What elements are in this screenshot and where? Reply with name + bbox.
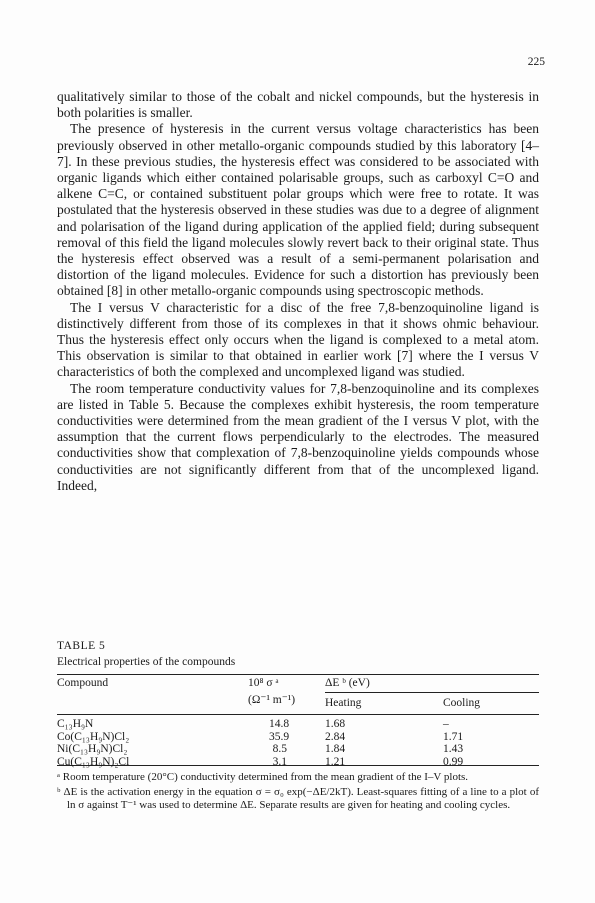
table-caption: Electrical properties of the compounds [57,656,236,668]
cell-heating: 1.84 [325,743,346,755]
header-sigma-units: (Ω⁻¹ m⁻¹) [248,694,296,706]
cell-sigma: 35.9 [269,730,290,743]
cell-cooling: 1.71 [443,730,464,743]
table-row [57,756,539,769]
body-text [57,89,539,494]
cell-heating: 1.21 [325,755,346,768]
table-header-rule [57,714,539,715]
header-heating: Heating [325,697,362,709]
paragraph: The presence of hysteresis in the current versus voltage characteristics has been previously observed in other metallo-organic compounds studied by this laboratory [4–7]. In these previous studies, the hysteresis effect was considered to be associated with organic ligands which either contained polarisable groups, such as carboxyl C=O and alkene C=C, or contained substituent polar groups which were free to rotate. It was postulated that the hysteresis observed in these studies was due to a degree of alignment and polarisation of the ligand during application of the applied field; during subsequent removal of this field the ligand molecules slowly revert back to their original state. Thus the hysteresis effect observed was a result of a semi-permanent polarisation and distortion of the ligand molecules. Evidence for such a distortion has previously been obtained [8] in other metallo-organic compounds using spectroscopic methods. [57,121,539,299]
footnote-a: ᵃ Room temperature (20°C) conductivity determined from the mean gradient of the I–V plots. [57,771,469,783]
table-label: TABLE 5 [57,640,106,652]
table-footnotes [57,771,539,814]
table-row [57,731,539,744]
cell-compound: Ni(C₁₃H₉N)Cl₂ [57,743,128,755]
table-row [57,743,539,756]
cell-compound: Cu(C₁₃H₉N)₂Cl [57,755,130,768]
cell-sigma: 14.8 [269,718,290,730]
table-subheader-rule [325,692,539,693]
cell-sigma: 8.5 [272,743,287,755]
header-cooling: Cooling [443,697,481,709]
header-sigma: 10⁸ σ ᵃ [248,677,279,689]
paragraph: qualitatively similar to those of the cobalt and nickel compounds, but the hysteresis in both polarities is smaller. [57,89,539,121]
cell-heating: 1.68 [325,718,346,730]
table-top-rule [57,674,539,675]
cell-compound: C₁₃H₉N [57,718,94,730]
cell-cooling: 0.99 [443,755,464,768]
cell-compound: Co(C₁₃H₉N)Cl₂ [57,730,130,743]
header-compound: Compound [57,677,109,689]
header-delta-e: ΔE ᵇ (eV) [325,677,370,689]
page-number: 225 [527,56,545,68]
cell-heating: 2.84 [325,730,346,743]
paragraph: The room temperature conductivity values for 7,8-benzoquinoline and its complexes are listed in Table 5. Because the complexes exhibit hysteresis, the room temperature conductivities were determined from the mean gradient of the I versus V plot, with the assumption that the current flows perpendicularly to the electrodes. The measured conductivities show that complexation of 7,8-benzoquinoline yields compounds whose conductivities are not significantly different from that of the uncomplexed ligand. Indeed, [57,380,539,493]
table-row [57,718,539,731]
paragraph: The I versus V characteristic for a disc of the free 7,8-benzoquinoline ligand is distinctively different from those of its complexes in that it shows ohmic behaviour. Thus the hysteresis effect only occurs when the ligand is complexed to a metal atom. This observation is similar to that obtained in earlier work [7] where the I versus V characteristics of both the complexed and uncomplexed ligand was studied. [57,299,539,380]
cell-cooling: – [443,718,449,730]
footnote-b: ᵇ ΔE is the activation energy in the equation σ = σ₀ exp(−ΔE/2kT). Least-squares fitting of a line to a plot of ln σ against T⁻¹ was used to determine ΔE. Separate results are given for heating and cooling cycles. [57,785,539,812]
cell-cooling: 1.43 [443,743,464,755]
cell-sigma: 3.1 [272,755,287,768]
